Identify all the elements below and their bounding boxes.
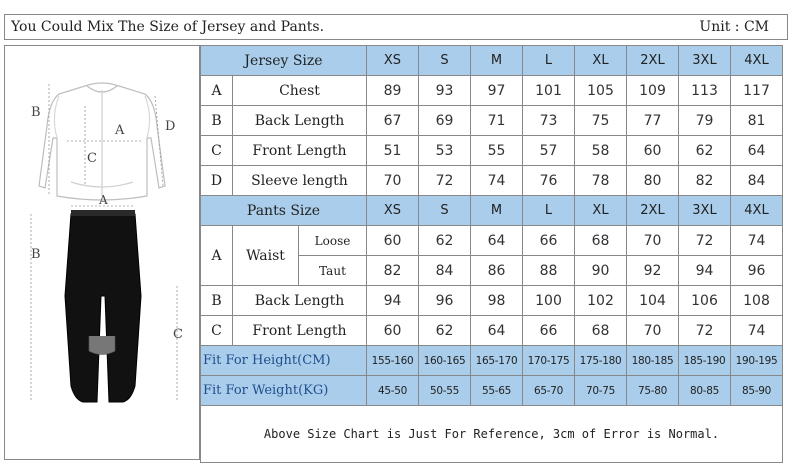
table-cell: 96 [419,286,471,316]
table-cell: 84 [731,166,783,196]
fit-height-row [201,346,783,376]
jersey-row-chest [201,76,783,106]
table-cell: 155-160 [367,346,419,376]
table-cell: 92 [627,256,679,286]
table-cell: 72 [419,166,471,196]
table-cell: 74 [731,226,783,256]
table-cell: 68 [575,226,627,256]
jersey-label-a: A [115,123,125,138]
table-cell: 65-70 [523,376,575,406]
table-cell: 185-190 [679,346,731,376]
row-label: Waist [233,226,299,286]
table-cell: 75 [575,106,627,136]
unit-label: Unit : CM [699,19,769,35]
size-header: 3XL [679,196,731,226]
table-cell: 67 [367,106,419,136]
jersey-label-b: B [31,105,41,120]
table-cell: 58 [575,136,627,166]
table-cell: 100 [523,286,575,316]
size-header: XL [575,196,627,226]
table-cell: 73 [523,106,575,136]
table-cell: 160-165 [419,346,471,376]
size-header: 4XL [731,46,783,76]
table-cell: 70-75 [575,376,627,406]
table-cell: 94 [679,256,731,286]
row-label: Back Length [233,106,367,136]
size-chart-table [200,45,783,463]
table-cell: 60 [627,136,679,166]
table-cell: 170-175 [523,346,575,376]
table-cell: 101 [523,76,575,106]
note-row [201,406,783,463]
table-cell: 55 [471,136,523,166]
table-cell: 81 [731,106,783,136]
table-cell: 90 [575,256,627,286]
size-header: XS [367,46,419,76]
jersey-row-front-length [201,136,783,166]
table-cell: 60 [367,226,419,256]
table-cell: 45-50 [367,376,419,406]
jersey-size-title: Jersey Size [201,46,367,76]
row-code: C [201,316,233,346]
table-cell: 70 [367,166,419,196]
garment-figure-panel [4,45,200,460]
table-cell: 71 [471,106,523,136]
chart-header [4,14,788,40]
table-cell: 74 [471,166,523,196]
pants-row-back-length [201,286,783,316]
table-cell: 88 [523,256,575,286]
size-header: 4XL [731,196,783,226]
jersey-header-row [201,46,783,76]
table-cell: 80-85 [679,376,731,406]
pants-row-front-length [201,316,783,346]
pants-row-waist-loose [201,226,783,256]
row-label: Front Length [233,316,367,346]
fit-height-label: Fit For Height(CM) [201,346,367,376]
table-cell: 96 [731,256,783,286]
table-cell: 60 [367,316,419,346]
table-cell: 55-65 [471,376,523,406]
size-header: L [523,196,575,226]
table-cell: 175-180 [575,346,627,376]
waist-loose-label: Loose [299,226,367,256]
row-label: Chest [233,76,367,106]
pants-label-a: A [99,193,108,207]
table-cell: 84 [419,256,471,286]
reference-note: Above Size Chart is Just For Reference, 3cm of Error is Normal. [201,406,783,463]
table-cell: 79 [679,106,731,136]
table-cell: 62 [419,316,471,346]
table-cell: 74 [731,316,783,346]
size-header: M [471,196,523,226]
table-cell: 98 [471,286,523,316]
table-cell: 89 [367,76,419,106]
pants-header-row [201,196,783,226]
table-cell: 62 [679,136,731,166]
table-cell: 53 [419,136,471,166]
table-cell: 51 [367,136,419,166]
table-cell: 93 [419,76,471,106]
fit-weight-label: Fit For Weight(KG) [201,376,367,406]
table-cell: 69 [419,106,471,136]
table-cell: 86 [471,256,523,286]
size-header: XS [367,196,419,226]
table-cell: 68 [575,316,627,346]
waist-taut-label: Taut [299,256,367,286]
table-cell: 109 [627,76,679,106]
table-cell: 57 [523,136,575,166]
row-code: C [201,136,233,166]
table-cell: 78 [575,166,627,196]
table-cell: 50-55 [419,376,471,406]
pants-illustration [65,210,141,402]
size-header: 3XL [679,46,731,76]
pants-size-title: Pants Size [201,196,367,226]
table-cell: 190-195 [731,346,783,376]
table-cell: 70 [627,226,679,256]
table-cell: 94 [367,286,419,316]
table-cell: 108 [731,286,783,316]
table-cell: 76 [523,166,575,196]
size-header: 2XL [627,196,679,226]
table-cell: 72 [679,226,731,256]
row-code: B [201,286,233,316]
table-cell: 64 [471,316,523,346]
table-cell: 82 [367,256,419,286]
page-title: You Could Mix The Size of Jersey and Pants. [11,19,325,35]
table-cell: 97 [471,76,523,106]
size-header: S [419,196,471,226]
table-cell: 102 [575,286,627,316]
table-cell: 106 [679,286,731,316]
jersey-label-c: C [87,151,97,166]
table-cell: 66 [523,226,575,256]
table-cell: 66 [523,316,575,346]
row-label: Sleeve length [233,166,367,196]
row-code: A [201,226,233,286]
table-cell: 165-170 [471,346,523,376]
fit-weight-row [201,376,783,406]
table-cell: 82 [679,166,731,196]
garment-illustration [5,46,199,459]
table-cell: 77 [627,106,679,136]
jersey-label-d: D [165,119,176,134]
table-cell: 104 [627,286,679,316]
jersey-row-sleeve-length [201,166,783,196]
table-cell: 85-90 [731,376,783,406]
table-cell: 70 [627,316,679,346]
row-label: Back Length [233,286,367,316]
row-code: B [201,106,233,136]
table-cell: 62 [419,226,471,256]
size-header: S [419,46,471,76]
jersey-illustration [39,83,165,200]
table-cell: 80 [627,166,679,196]
table-cell: 180-185 [627,346,679,376]
size-header: 2XL [627,46,679,76]
table-cell: 64 [471,226,523,256]
table-cell: 75-80 [627,376,679,406]
size-header: M [471,46,523,76]
table-cell: 72 [679,316,731,346]
table-cell: 105 [575,76,627,106]
row-code: A [201,76,233,106]
table-cell: 113 [679,76,731,106]
pants-label-b: B [31,247,41,262]
row-label: Front Length [233,136,367,166]
table-cell: 64 [731,136,783,166]
size-header: L [523,46,575,76]
jersey-row-back-length [201,106,783,136]
table-cell: 117 [731,76,783,106]
pants-label-c: C [173,327,183,342]
row-code: D [201,166,233,196]
size-header: XL [575,46,627,76]
